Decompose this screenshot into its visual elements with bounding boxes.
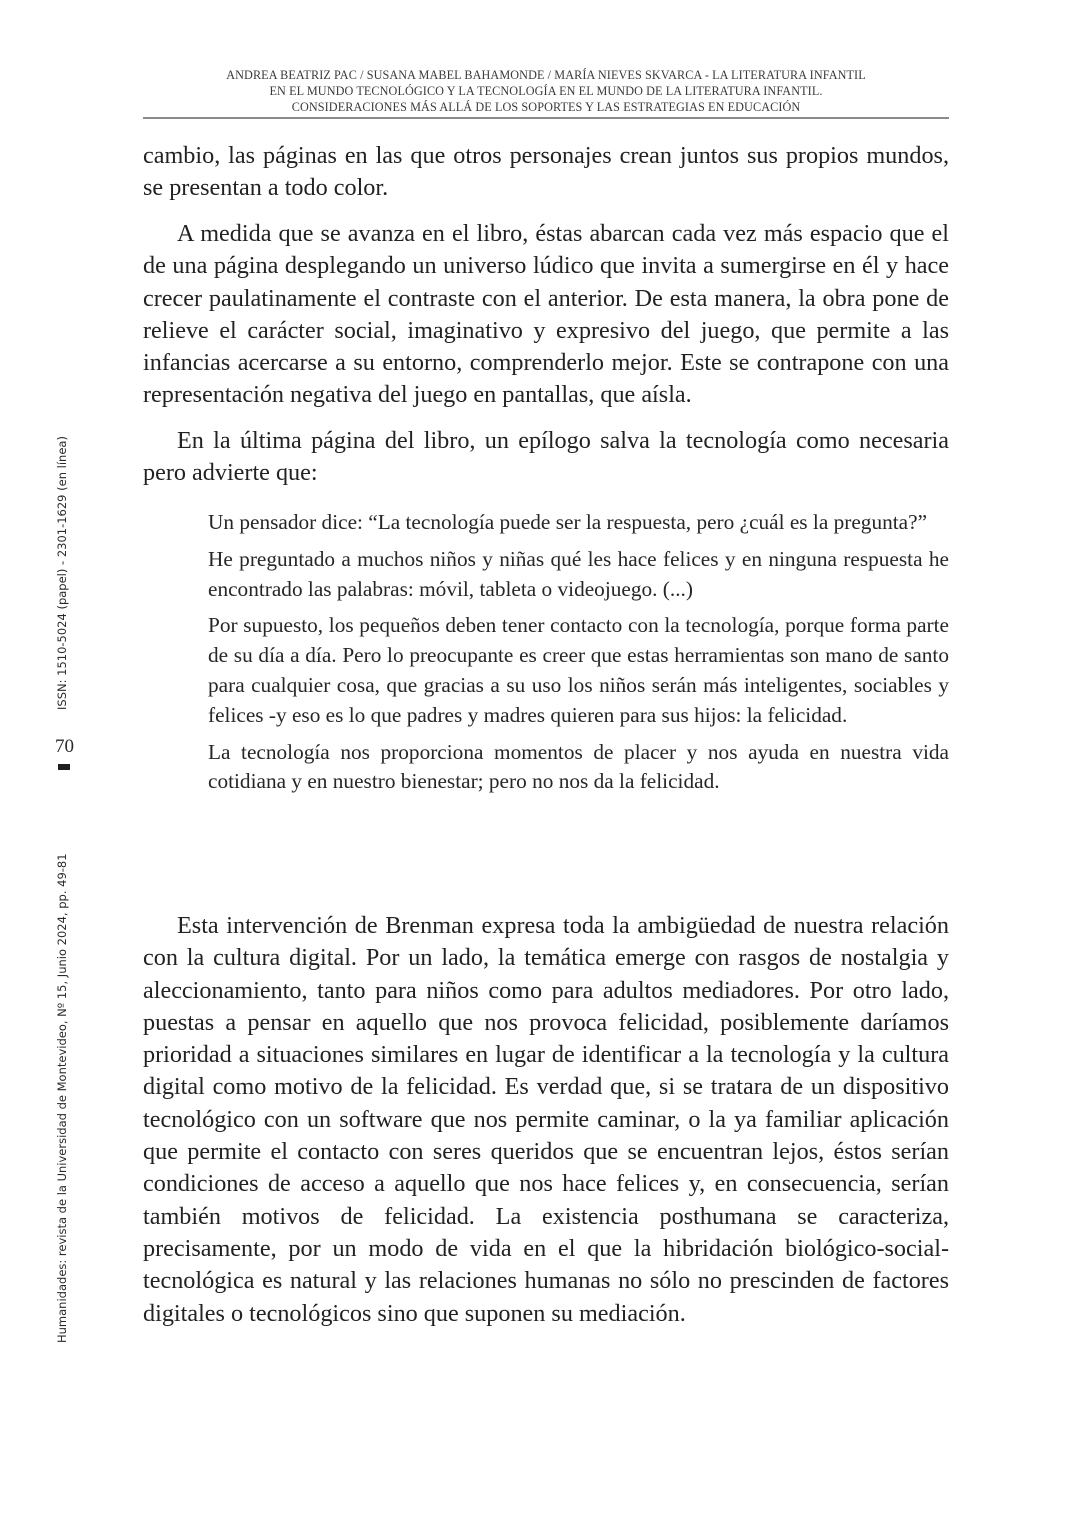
paragraph-block-4 (143, 910, 949, 1330)
issn-margin-text: ISSN: 1510-5024 (papel) - 2301-1629 (en línea) (55, 436, 69, 710)
paragraph-block-3 (143, 425, 949, 490)
running-header (143, 67, 949, 115)
journal-citation-margin-text: Humanidades: revista de la Universidad de Montevideo, Nº 15, Junio 2024, pp. 49-81 (55, 853, 69, 1343)
paragraph-4: Esta intervención de Brenman expresa toda la ambigüedad de nuestra relación con la cultura digital. Por un lado, la temática emerge con rasgos de nostalgia y aleccionamiento, tanto para niños como para adultos mediadores. Por otro lado, puestas a pensar en aquello que nos provoca felicidad, posiblemente daríamos prioridad a situaciones similares en lugar de identificar a la tecnología y la cultura digital como motivo de la felicidad. Es verdad que, si se tratara de un dispositivo tecnológico con un software que nos permite caminar, o la ya familiar aplicación que permite el contacto con seres queridos que se encuentran lejos, éstos serían condiciones de acceso a aquello que nos hace felices y, en consecuencia, serían también motivos de felicidad. La existencia posthumana se caracteriza, precisamente, por un modo de vida en el que la hibridación biológico-social-tecnológica es natural y las relaciones humanas no sólo no prescinden de factores digitales o tecnológicos sino que suponen su mediación. (143, 912, 949, 1327)
running-header-line-2: EN EL MUNDO TECNOLÓGICO Y LA TECNOLOGÍA EN EL MUNDO DE LA LITERATURA INFANTIL. (269, 84, 823, 98)
block-quote (208, 508, 949, 804)
header-rule (143, 117, 949, 119)
paragraph-2: A medida que se avanza en el libro, éstas abarcan cada vez más espacio que el de una página desplegando un universo lúdico que invita a sumergirse en él y hace crecer paulatinamente el contraste con el anterior. De esta manera, la obra pone de relieve el carácter social, imaginativo y expresivo del juego, que permite a las infancias acercarse a su entorno, comprenderlo mejor. Este se contrapone con una representación negativa del juego en pantallas, que aísla. (143, 220, 949, 409)
paragraph-1: cambio, las páginas en las que otros personajes crean juntos sus propios mundos, se presentan a todo color. (143, 142, 949, 202)
quote-paragraph-3: Por supuesto, los pequeños deben tener contacto con la tecnología, porque forma parte de su día a día. Pero lo preocupante es creer que estas herramientas son mano de santo para cualquier cosa, que gracias a su uso los niños serán más inteligentes, sociables y felices -y eso es lo que padres y madres quieren para sus hijos: la felicidad. (208, 613, 949, 727)
page-marker (58, 764, 70, 770)
quote-paragraph-2: He preguntado a muchos niños y niñas qué les hace felices y en ninguna respuesta he encontrado las palabras: móvil, tableta o videojuego. (...) (208, 546, 949, 601)
paragraph-3: En la última página del libro, un epílogo salva la tecnología como necesaria pero advierte que: (143, 427, 949, 487)
running-header-line-1: ANDREA BEATRIZ PAC / SUSANA MABEL BAHAMONDE / MARÍA NIEVES SKVARCA - LA LITERATURA INFANTIL (226, 68, 866, 82)
quote-paragraph-1: Un pensador dice: “La tecnología puede ser la respuesta, pero ¿cuál es la pregunta?” (208, 510, 928, 534)
paragraph-block-2 (143, 218, 949, 412)
running-header-line-3: CONSIDERACIONES MÁS ALLÁ DE LOS SOPORTES Y LAS ESTRATEGIAS EN EDUCACIÓN (291, 100, 801, 114)
page-number: 70 (55, 736, 74, 757)
paragraph-continuation (143, 140, 949, 205)
quote-paragraph-4: La tecnología nos proporciona momentos de placer y nos ayuda en nuestra vida cotidiana y en nuestro bienestar; pero no nos da la felicidad. (208, 739, 949, 794)
